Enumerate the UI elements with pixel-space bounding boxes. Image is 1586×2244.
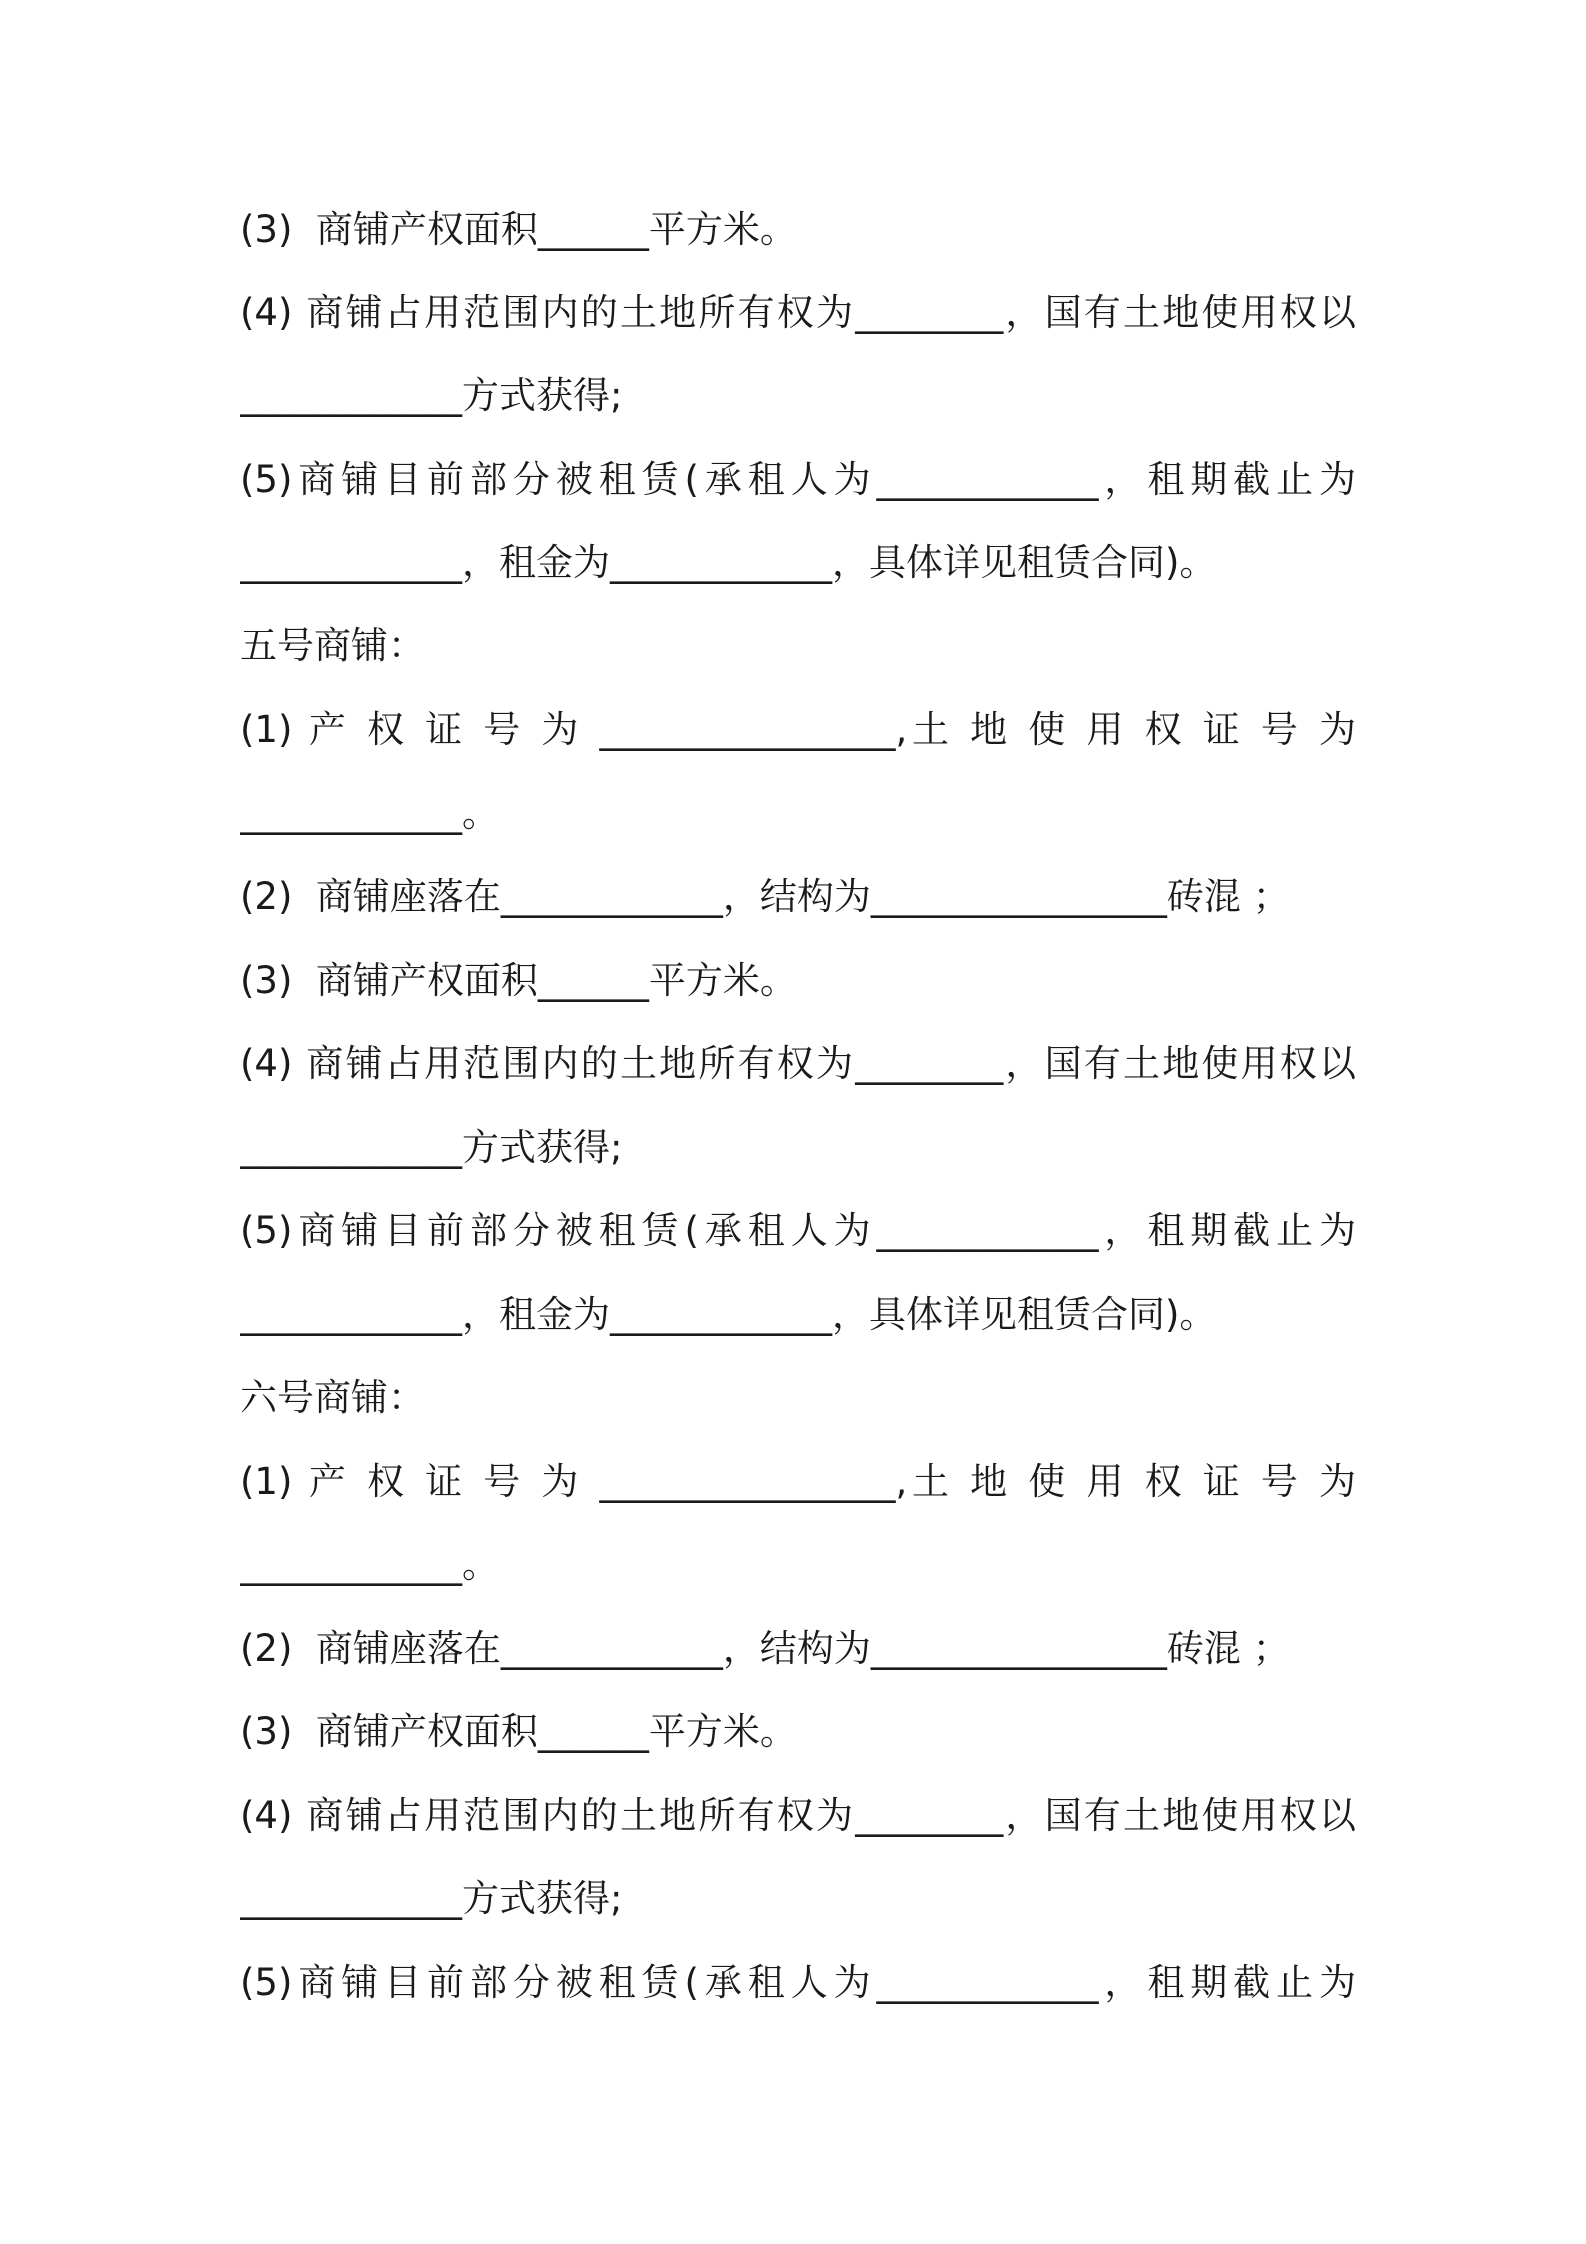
shop5-item2-location: (2) 商铺座落在____________，结构为________________砖混 ； [240,875,1290,918]
shop4-item5-lease: (5)商铺目前部分被租赁(承租人为____________，租期截止为 [240,458,1356,501]
shop6-heading: 六号商铺： [240,1376,425,1419]
shop5-item5-continuation: ____________，租金为____________，具体详见租赁合同)。 [240,1293,1217,1336]
shop5-item3-area: (3) 商铺产权面积______平方米。 [240,959,797,1002]
shop6-item5-lease: (5)商铺目前部分被租赁(承租人为____________，租期截止为 [240,1961,1356,2004]
shop5-item1-certificate: (1) 产 权 证 号 为 ________________,土 地 使 用 权 证 号 为 [240,708,1356,751]
shop6-item4-land-rights: (4) 商铺占用范围内的土地所有权为________，国有土地使用权以 [240,1794,1356,1837]
shop4-item3-area: (3) 商铺产权面积______平方米。 [240,208,797,251]
shop6-item2-location: (2) 商铺座落在____________，结构为________________砖混 ； [240,1627,1290,1670]
shop6-item1-continuation: ____________。 [240,1543,499,1586]
shop6-item1-certificate: (1) 产 权 证 号 为 ________________,土 地 使 用 权 证 号 为 [240,1460,1356,1503]
shop5-item4-continuation: ____________方式获得; [240,1126,623,1169]
shop5-item5-lease: (5)商铺目前部分被租赁(承租人为____________，租期截止为 [240,1209,1356,1252]
shop4-item4-continuation: ____________方式获得; [240,374,623,417]
shop5-item4-land-rights: (4) 商铺占用范围内的土地所有权为________，国有土地使用权以 [240,1042,1356,1085]
shop5-item1-continuation: ____________。 [240,792,499,835]
shop6-item4-continuation: ____________方式获得; [240,1877,623,1920]
shop4-item5-continuation: ____________，租金为____________，具体详见租赁合同)。 [240,541,1217,584]
shop6-item3-area: (3) 商铺产权面积______平方米。 [240,1710,797,1753]
shop4-item4-land-rights: (4) 商铺占用范围内的土地所有权为________，国有土地使用权以 [240,291,1356,334]
shop5-heading: 五号商铺： [240,624,425,667]
